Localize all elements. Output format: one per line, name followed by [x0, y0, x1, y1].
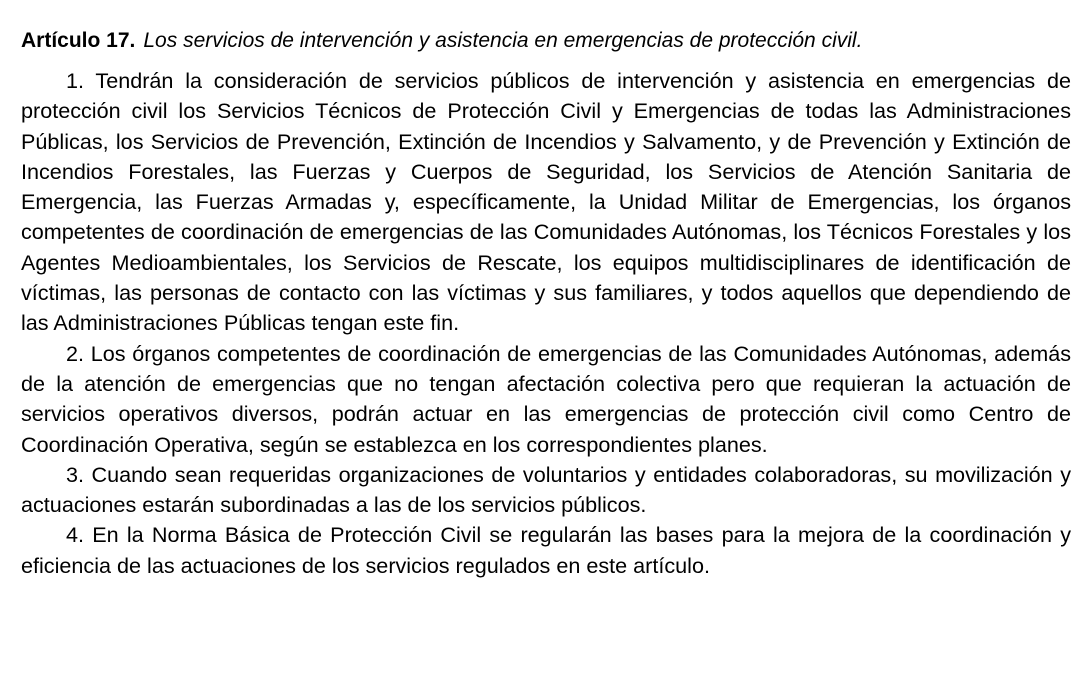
paragraph-2: 2. Los órganos competentes de coordinación de emergencias de las Comunidades Autónomas, además de la atención de emergencias que no tengan afectación colectiva pero que requieran la actuación de servicios operativos diversos, podrán actuar en las emergencias de protección civil como Centro de Coordinación Operativa, según se establezca en los correspondientes planes. — [21, 340, 1071, 457]
paragraph-1: 1. Tendrán la consideración de servicios públicos de intervención y asistencia en emergencias de protección civil los Servicios Técnicos de Protección Civil y Emergencias de todas las Administraciones Públicas, los Servicios de Prevención, Extinción de Incendios y Salvamento, y de Prevención y Extinción de Incendios Forestales, las Fuerzas y Cuerpos de Seguridad, los Servicios de Atención Sanitaria de Emergencia, las Fuerzas Armadas y, específicamente, la Unidad Militar de Emergencias, los órganos competentes de coordinación de emergencias de las Comunidades Autónomas, los Técnicos Forestales y los Agentes Medioambientales, los Servicios de Rescate, los equipos multidisciplinares de identificación de víctimas, las personas de contacto con las víctimas y sus familiares, y todos aquellos que dependiendo de las Administraciones Públicas tengan este fin. — [21, 68, 1071, 336]
document-page — [21, 26, 1071, 581]
article-number: Artículo 17. — [21, 29, 136, 52]
article-heading — [21, 26, 1071, 56]
article-title: Los servicios de intervención y asistencia en emergencias de protección civil. — [143, 29, 863, 52]
paragraph-4: 4. En la Norma Básica de Protección Civil se regularán las bases para la mejora de la coordinación y eficiencia de las actuaciones de los servicios regulados en este artículo. — [21, 522, 1071, 578]
paragraph-3: 3. Cuando sean requeridas organizaciones de voluntarios y entidades colaboradoras, su movilización y actuaciones estarán subordinadas a las de los servicios públicos. — [21, 461, 1071, 518]
